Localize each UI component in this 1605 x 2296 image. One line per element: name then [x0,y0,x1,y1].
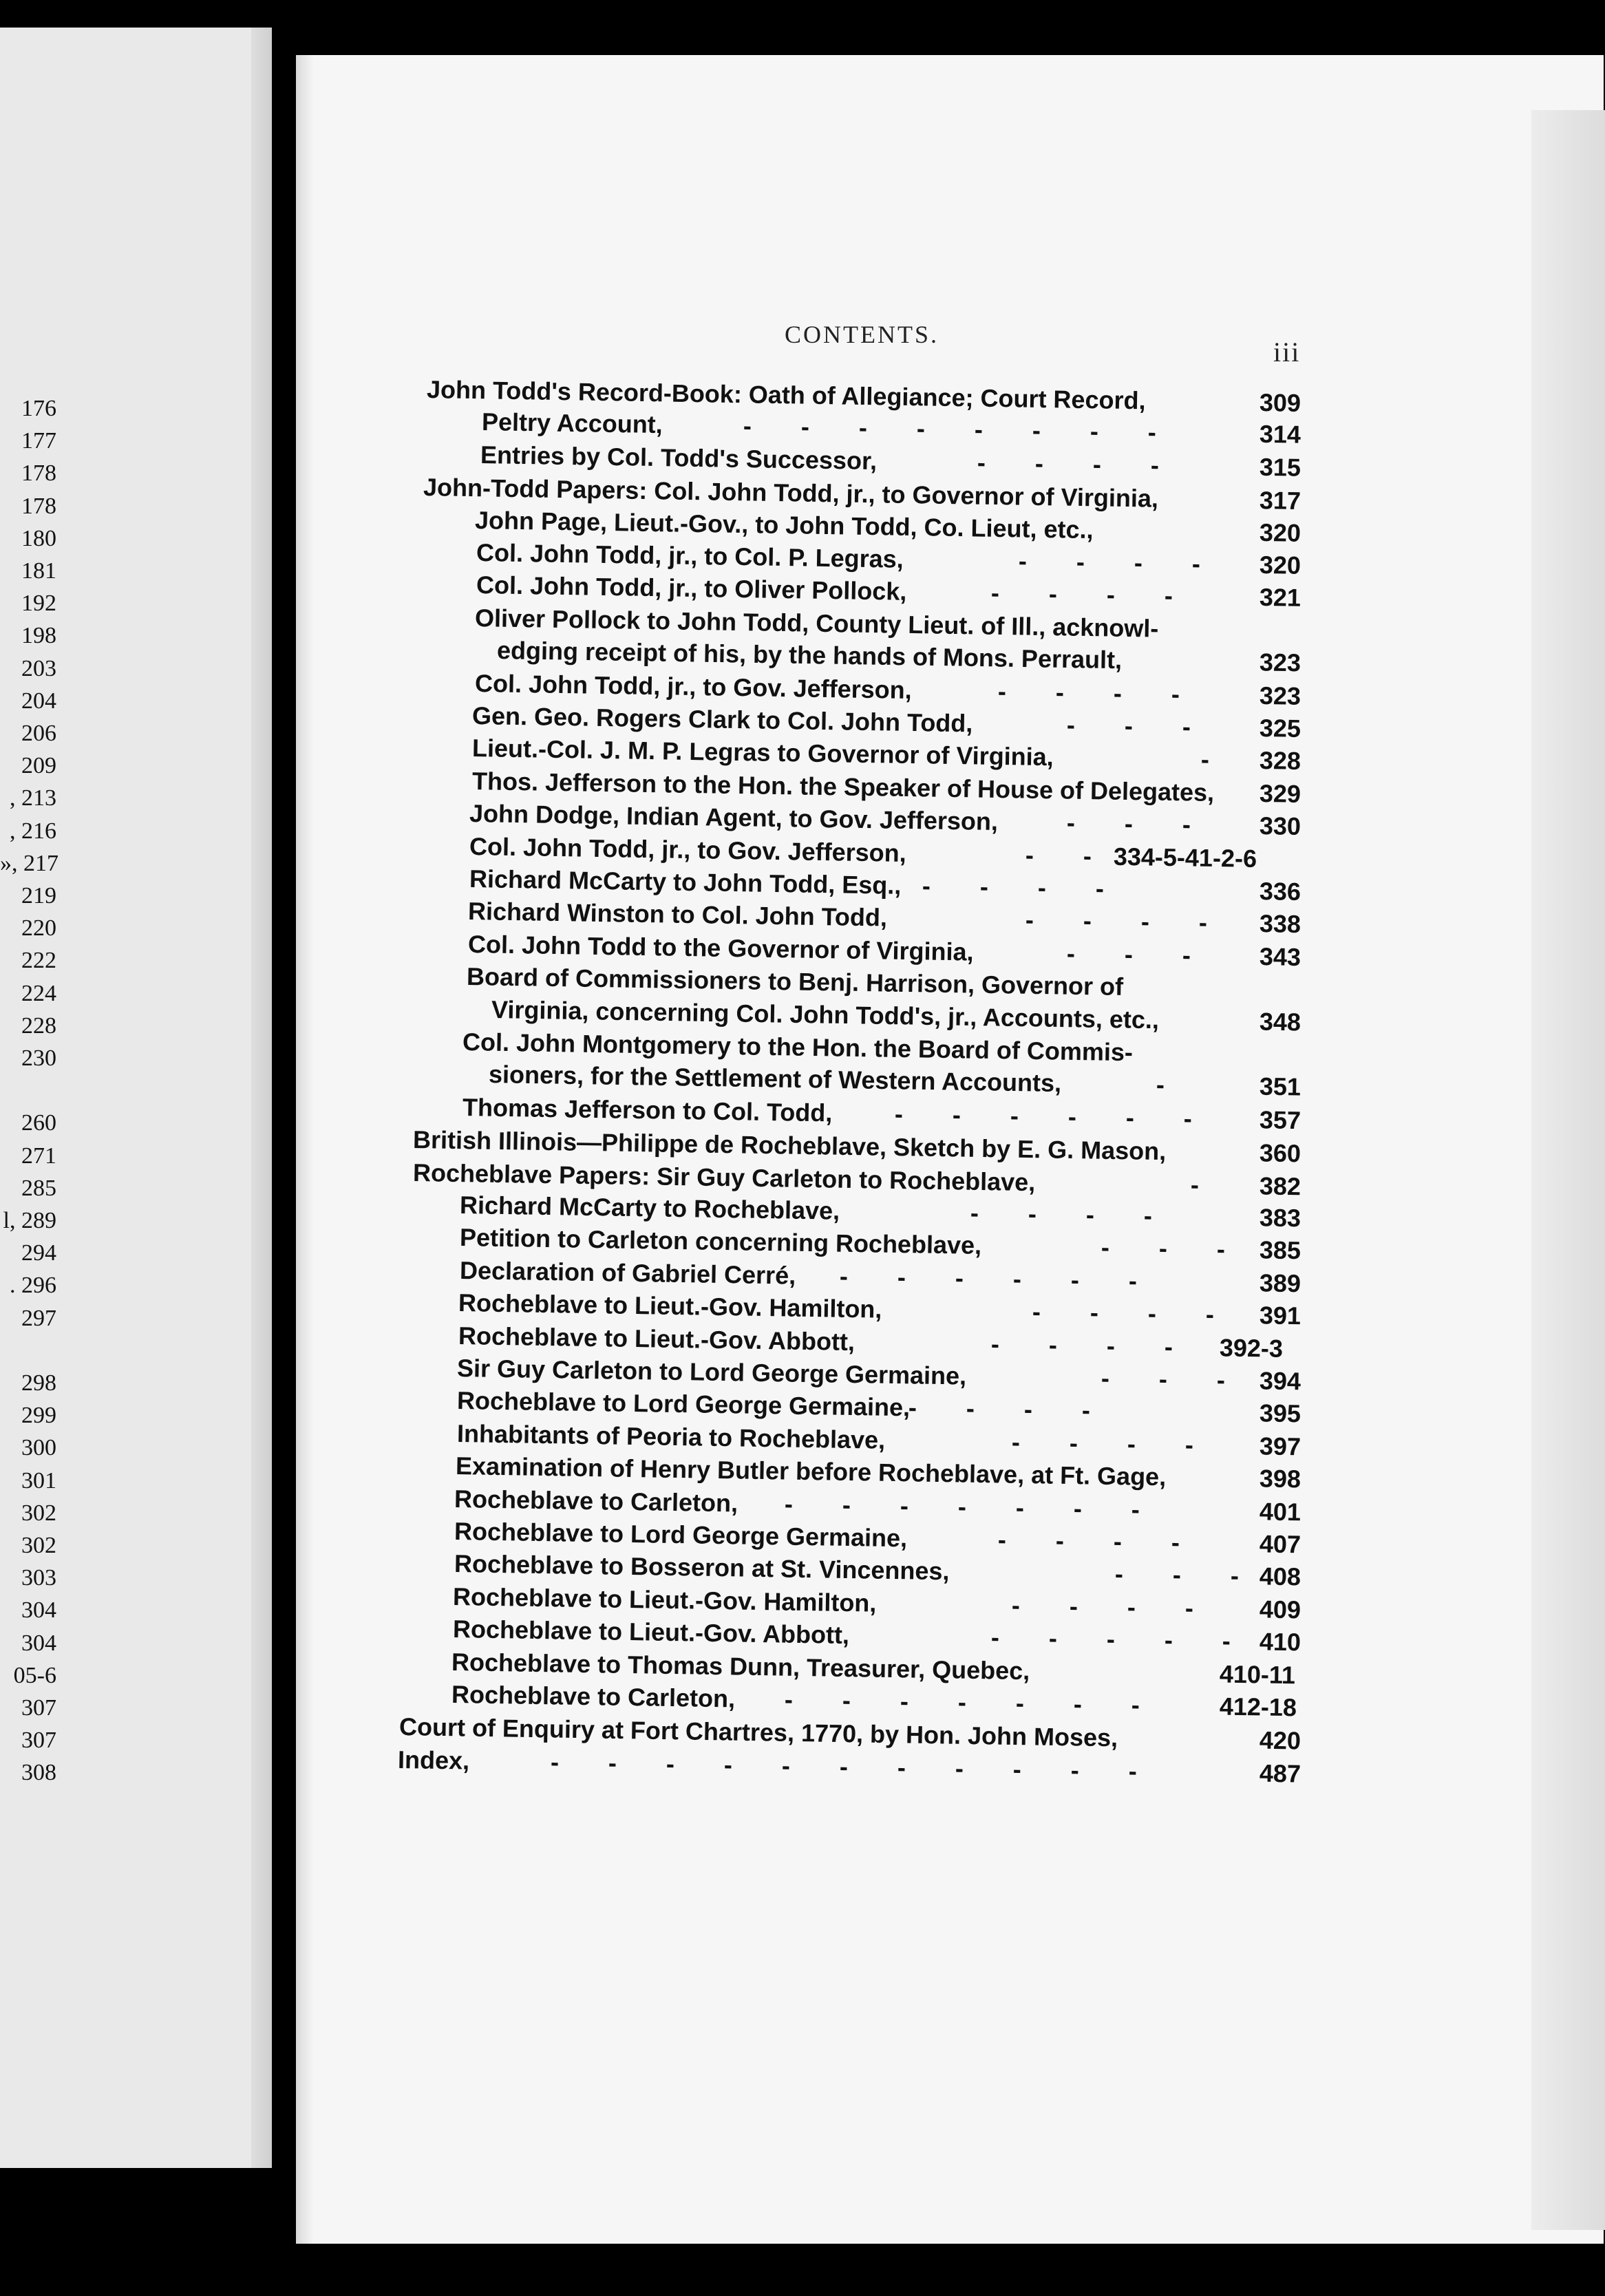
toc-entry-title: Col. John Todd, jr., to Col. P. Legras, [476,538,904,573]
toc-entry-page: 334-5-41-2-6 [1113,842,1257,873]
toc-entry-title: edging receipt of his, by the hands of Mons. Perrault, [496,636,1123,674]
toc-entry-page: 397 [1259,1432,1301,1461]
toc-entry-title: Rocheblave to Lieut.-Gov. Abbott, [452,1615,850,1650]
toc-entry-leader: - - - - - - - - [743,412,1157,447]
left-page-number: 294 [21,1240,56,1266]
toc-entry-title: Richard McCarty to John Todd, Esq., [469,864,902,900]
left-page-number: 204 [21,688,56,714]
left-page-number: 304 [21,1630,56,1656]
left-page-number: 271 [21,1142,56,1169]
toc-entry-leader: - - - - [908,1393,1091,1425]
toc-entry-title: Entries by Col. Todd's Successor, [480,440,878,475]
toc-entry-page: 315 [1259,452,1301,482]
toc-entry-title: Gen. Geo. Rogers Clark to Col. John Todd, [471,701,973,738]
toc-entry-title: Rocheblave Papers: Sir Guy Carleton to Rocheblave, [412,1158,1036,1196]
toc-entry-title: Rocheblave to Lieut.-Gov. Abbott, [458,1321,855,1356]
left-page-number: 222 [21,948,56,974]
left-page-number: 228 [21,1012,56,1039]
toc-entry-leader: - - - - [1011,1427,1194,1459]
left-page-number: 297 [21,1305,56,1331]
left-page-number: 304 [21,1597,56,1624]
left-page-number: 300 [21,1435,56,1461]
toc-entry-leader: - [1156,1070,1165,1099]
toc-entry-title: Col. John Todd, jr., to Gov. Jefferson, [474,668,913,704]
left-page-number: 198 [21,623,56,649]
toc-entry-page: 410-11 [1219,1659,1296,1689]
toc-entry-title: Col. John Montgomery to the Hon. the Board of Commis- [462,1028,1134,1067]
toc-entry-leader: - - - - [990,1329,1173,1361]
toc-entry-leader: - - - - [922,871,1105,903]
toc-entry-leader: - - - - [1018,546,1201,578]
toc-entry-title: John Page, Lieut.-Gov., to John Todd, Co. Lieut, etc., [474,505,1094,544]
left-page-number: 177 [21,428,56,454]
toc-entry-page: 330 [1259,811,1301,841]
toc-entry-page: 357 [1259,1105,1301,1134]
toc-entry-page: 320 [1259,550,1301,580]
left-page-number: 308 [21,1760,56,1786]
toc-entry-page: 317 [1259,486,1301,515]
left-page-number: 219 [21,883,56,908]
toc-entry-title: British Illinois—Philippe de Rocheblave, Sketch by E. G. Mason, [412,1125,1167,1166]
toc-entry-leader: - - - - - - - - - - - [550,1747,1138,1785]
left-page-number: 206 [21,721,56,746]
toc-entry-page: 410 [1259,1627,1301,1657]
left-page-number: 307 [21,1695,56,1721]
left-page-number: 301 [21,1467,56,1494]
left-page-number: 178 [21,493,56,519]
toc-entry-leader: - - - - - - [839,1262,1138,1295]
toc-entry-page: 392-3 [1219,1332,1284,1363]
toc-entry-leader: - - - - - - [894,1099,1193,1133]
toc-entry-title: sioners, for the Settlement of Western Accounts, [488,1060,1062,1098]
toc-entry-title: Board of Commissioners to Benj. Harrison, Governor of [466,962,1124,1001]
toc-entry-page: 389 [1259,1268,1301,1297]
toc-entry-leader: - - - [1101,1233,1226,1264]
page-number: iii [1273,337,1301,368]
toc-entry-page: 401 [1259,1496,1301,1526]
toc-entry-leader: - - - - - [990,1623,1231,1655]
toc-entry-leader: - - - - [1025,906,1208,937]
toc-entry-leader: - - - - [1032,1297,1215,1329]
toc-entry-title: Court of Enquiry at Fort Chartres, 1770, by Hon. John Moses, [398,1712,1118,1752]
toc-entry-leader: - - - [1101,1363,1226,1394]
toc-entry-title: Richard Winston to Col. John Todd, [467,897,888,932]
left-page-number: 303 [21,1565,56,1591]
toc-entry-title: Richard McCarty to Rocheblave, [459,1191,840,1225]
toc-entry-leader: - - - - [990,579,1173,610]
toc-entry-leader: - - - - - - - [784,1489,1140,1524]
toc-entry-title: Thomas Jefferson to Col. Todd, [462,1092,833,1127]
toc-entry-leader: - - - [1114,1560,1240,1591]
toc-entry-leader: - - [1025,840,1092,870]
toc-entry-leader: - - - [1066,939,1191,970]
left-page-number: , 216 [10,818,56,844]
page-edge [1531,110,1605,2230]
toc-entry-title: Rocheblave to Lieut.-Gov. Hamilton, [452,1582,877,1617]
toc-entry-title: Index, [397,1745,470,1775]
toc-entry-page: 320 [1259,518,1301,547]
toc-entry-title: Declaration of Gabriel Cerré, [459,1255,796,1290]
toc-entry-title: Peltry Account, [481,407,663,439]
toc-entry-leader: - [1190,1170,1200,1199]
left-page-number: 192 [21,591,56,617]
toc-entry-title: Col. John Todd to the Governor of Virginia, [467,929,974,966]
toc-entry-leader: - - - - - - - [784,1685,1140,1719]
toc-entry-title: Rocheblave to Thomas Dunn, Treasurer, Quebec, [451,1647,1030,1685]
left-page-number: 260 [21,1110,56,1136]
toc-entry-title: Virginia, concerning Col. John Todd's, jr., Accounts, etc., [491,995,1160,1034]
left-page-number: 180 [21,525,56,551]
toc-entry-title: Sir Guy Carleton to Lord George Germaine, [456,1354,967,1390]
left-page-number: 307 [21,1728,56,1754]
toc-entry-leader: - - - - [970,1198,1153,1230]
toc-entry-title: Thos. Jefferson to the Hon. the Speaker of House of Delegates, [471,766,1215,807]
left-page-number: 05-6 [13,1662,56,1688]
toc-entry-title: John Dodge, Indian Agent, to Gov. Jefferson, [469,799,999,836]
toc-entry-page: 409 [1259,1595,1301,1624]
toc-entry-leader: - - - [1066,808,1191,839]
toc-entry-page: 348 [1259,1007,1301,1037]
toc-entry-page: 394 [1259,1366,1301,1396]
toc-entry-page: 321 [1259,583,1301,613]
left-page-number: 181 [21,558,56,584]
toc-entry-title: Lieut.-Col. J. M. P. Legras to Governor of Virginia, [471,734,1054,772]
left-page-number: 220 [21,915,56,942]
toc-entry-leader: - - - - [977,448,1160,480]
toc-entry-page: 325 [1259,713,1301,743]
left-page-number: 209 [21,753,56,779]
left-page-number: 302 [21,1533,56,1558]
toc-entry-title: Rocheblave to Bosseron at St. Vincennes, [454,1549,950,1586]
toc-entry-page: 420 [1259,1726,1301,1755]
left-page-number: , 213 [10,785,56,811]
toc-entry-title: John-Todd Papers: Col. John Todd, jr., to Governor of Virginia, [423,473,1159,513]
toc-entry-page: 360 [1259,1138,1301,1168]
left-page-number: 298 [21,1370,56,1396]
left-page-number: 285 [21,1175,56,1201]
toc-entry-leader: - - - [1066,710,1191,741]
left-page-number: 302 [21,1500,56,1526]
toc-entry-leader: - - - - [1011,1591,1194,1622]
toc-entry-page: 383 [1259,1203,1301,1233]
toc-entry-page: 407 [1259,1529,1301,1559]
toc-entry-page: 395 [1259,1399,1301,1428]
left-page-number: 230 [21,1045,56,1071]
toc-entry-title: John Todd's Record-Book: Oath of Allegiance; Court Record, [426,375,1146,415]
toc-entry-title: Petition to Carleton concerning Rocheblave, [459,1223,982,1260]
toc-entry-title: Col. John Todd, jr., to Gov. Jefferson, [469,831,907,867]
toc-entry-page: 398 [1259,1464,1301,1494]
toc-entry-page: 328 [1259,746,1301,776]
toc-entry-page: 412-18 [1219,1692,1297,1722]
toc-entry-leader: - - - - [997,677,1180,708]
toc-entry-title: Examination of Henry Butler before Rocheblave, at Ft. Gage, [455,1452,1167,1491]
toc-entry-page: 309 [1259,388,1301,417]
toc-entry-page: 343 [1259,942,1301,971]
toc-entry-title: Oliver Pollock to John Todd, County Lieut. of Ill., acknowl- [474,603,1159,643]
toc-entry-page: 323 [1259,648,1301,677]
toc-entry-page: 487 [1259,1758,1301,1788]
toc-entry-page: 336 [1259,877,1301,906]
toc-entry-page: 351 [1259,1072,1301,1101]
toc-entry-page: 314 [1259,420,1301,449]
left-page [0,28,272,2168]
toc-entry-title: Inhabitants of Peoria to Rocheblave, [456,1418,886,1454]
left-page-number: 203 [21,655,56,681]
left-page-number: l, 289 [3,1208,56,1233]
left-page-number: . 296 [10,1273,56,1299]
toc-entry-title: Rocheblave to Lord George Germaine, [454,1517,908,1553]
toc-entry-page: 408 [1259,1562,1301,1591]
toc-entry-page: 391 [1259,1301,1301,1330]
toc-entry-page: 382 [1259,1171,1301,1200]
left-page-number: 224 [21,980,56,1006]
left-page-number: 176 [21,396,56,421]
toc-entry-title: Col. John Todd, jr., to Oliver Pollock, [476,571,907,606]
toc-entry-title: Rocheblave to Lord George Germaine, [456,1386,911,1422]
toc-entry-leader: - - - - [997,1525,1180,1557]
page-header: CONTENTS. [785,321,939,348]
toc-entry-title: Rocheblave to Lieut.-Gov. Hamilton, [458,1288,882,1324]
toc-entry-title: Rocheblave to Carleton, [451,1680,736,1713]
toc-entry-leader: - [1200,745,1210,774]
toc-entry-page: 385 [1259,1235,1301,1265]
toc-entry-page: 338 [1259,909,1301,939]
left-page-number: 299 [21,1403,56,1429]
toc-entry-title: Rocheblave to Carleton, [454,1484,738,1518]
toc-entry-page: 329 [1259,778,1301,808]
left-page-number: », 217 [0,850,59,876]
left-page-number: 178 [21,460,56,487]
toc-entry-page: 323 [1259,681,1301,710]
